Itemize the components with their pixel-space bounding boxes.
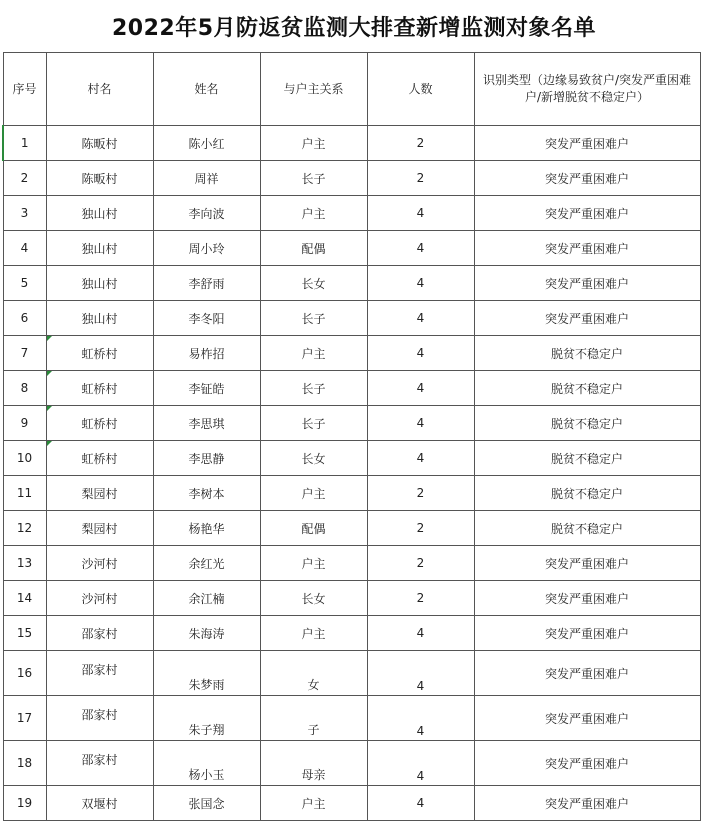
cell-name[interactable]: 李思琪 (153, 406, 260, 441)
table-row (3, 161, 700, 196)
cell-name[interactable]: 周小玲 (153, 231, 260, 266)
table-row (3, 336, 700, 371)
header-cell-no[interactable]: 序号 (3, 53, 46, 126)
cell-village[interactable]: 虹桥村 (46, 406, 153, 441)
cell-type[interactable]: 突发严重困难户 (474, 581, 700, 616)
cell-village[interactable]: 陈畈村 (46, 126, 153, 161)
cell-relation[interactable]: 户主 (260, 476, 367, 511)
cell-type[interactable]: 突发严重困难户 (474, 546, 700, 581)
table-row (3, 231, 700, 266)
cell-type[interactable]: 突发严重困难户 (474, 196, 700, 231)
cell-type[interactable]: 突发严重困难户 (474, 741, 700, 786)
cell-name[interactable]: 李向波 (153, 196, 260, 231)
table-row (3, 406, 700, 441)
cell-no[interactable]: 3 (3, 196, 46, 231)
cell-relation[interactable]: 长子 (260, 161, 367, 196)
cell-village[interactable]: 虹桥村 (46, 336, 153, 371)
cell-village[interactable]: 梨园村 (46, 511, 153, 546)
cell-relation[interactable]: 户主 (260, 336, 367, 371)
cell-relation[interactable]: 长女 (260, 266, 367, 301)
monitoring-table (2, 52, 701, 821)
cell-relation[interactable]: 长子 (260, 406, 367, 441)
cell-no[interactable]: 10 (3, 441, 46, 476)
header-cell-count[interactable]: 人数 (367, 53, 474, 126)
cell-count[interactable]: 2 (367, 546, 474, 581)
cell-count[interactable]: 4 (367, 196, 474, 231)
cell-village[interactable]: 独山村 (46, 196, 153, 231)
cell-no[interactable]: 8 (3, 371, 46, 406)
cell-type[interactable]: 突发严重困难户 (474, 651, 700, 696)
cell-village[interactable]: 虹桥村 (46, 371, 153, 406)
cell-name[interactable]: 朱子翔 (153, 696, 260, 741)
cell-village[interactable]: 独山村 (46, 301, 153, 336)
cell-name[interactable]: 张国念 (153, 786, 260, 821)
cell-name[interactable]: 易柞招 (153, 336, 260, 371)
cell-relation[interactable]: 配偶 (260, 511, 367, 546)
table-row (3, 581, 700, 616)
sheet-title: 2022年5月防返贫监测大排查新增监测对象名单 (111, 15, 597, 41)
cell-no[interactable]: 2 (3, 161, 46, 196)
cell-village[interactable]: 独山村 (46, 231, 153, 266)
cell-name[interactable]: 陈小红 (153, 126, 260, 161)
cell-relation[interactable]: 子 (260, 696, 367, 741)
cell-count[interactable]: 4 (367, 301, 474, 336)
cell-relation[interactable]: 户主 (260, 786, 367, 821)
table-row (3, 651, 700, 696)
cell-count[interactable]: 4 (367, 406, 474, 441)
header-cell-name[interactable]: 姓名 (153, 53, 260, 126)
header-cell-village[interactable]: 村名 (46, 53, 153, 126)
cell-type[interactable]: 突发严重困难户 (474, 161, 700, 196)
cell-relation[interactable]: 长女 (260, 441, 367, 476)
cell-type[interactable]: 突发严重困难户 (474, 231, 700, 266)
cell-name[interactable]: 余江楠 (153, 581, 260, 616)
table-row (3, 511, 700, 546)
table-row (3, 741, 700, 786)
cell-relation[interactable]: 长子 (260, 301, 367, 336)
cell-count[interactable]: 4 (367, 651, 474, 696)
table-row (3, 301, 700, 336)
cell-no[interactable]: 5 (3, 266, 46, 301)
cell-no[interactable]: 19 (3, 786, 46, 821)
cell-village[interactable]: 独山村 (46, 266, 153, 301)
cell-village[interactable]: 陈畈村 (46, 161, 153, 196)
cell-village[interactable]: 邵家村 (46, 696, 153, 741)
table-row (3, 546, 700, 581)
cell-village[interactable]: 邵家村 (46, 651, 153, 696)
cell-name[interactable]: 李钲皓 (153, 371, 260, 406)
cell-count[interactable]: 4 (367, 696, 474, 741)
cell-name[interactable]: 李冬阳 (153, 301, 260, 336)
cell-relation[interactable]: 户主 (260, 196, 367, 231)
cell-count[interactable]: 4 (367, 441, 474, 476)
header-cell-relation[interactable]: 与户主关系 (260, 53, 367, 126)
cell-no[interactable]: 7 (3, 336, 46, 371)
cell-village[interactable]: 双堰村 (46, 786, 153, 821)
cell-village[interactable]: 邵家村 (46, 616, 153, 651)
table-row (3, 126, 700, 161)
cell-relation[interactable]: 长子 (260, 371, 367, 406)
cell-type[interactable]: 突发严重困难户 (474, 616, 700, 651)
cell-count[interactable]: 2 (367, 581, 474, 616)
cell-type[interactable]: 脱贫不稳定户 (474, 441, 700, 476)
cell-village[interactable]: 虹桥村 (46, 441, 153, 476)
cell-relation[interactable]: 母亲 (260, 741, 367, 786)
cell-count[interactable]: 4 (367, 231, 474, 266)
cell-village[interactable]: 邵家村 (46, 741, 153, 786)
cell-relation[interactable]: 户主 (260, 616, 367, 651)
table-row (3, 476, 700, 511)
cell-count[interactable]: 2 (367, 126, 474, 161)
cell-count[interactable]: 4 (367, 336, 474, 371)
table-row (3, 371, 700, 406)
header-row (3, 53, 700, 126)
cell-relation[interactable]: 长女 (260, 581, 367, 616)
cell-count[interactable]: 2 (367, 476, 474, 511)
cell-name[interactable]: 杨小玉 (153, 741, 260, 786)
cell-name[interactable]: 周祥 (153, 161, 260, 196)
cell-name[interactable]: 李思静 (153, 441, 260, 476)
cell-type[interactable]: 突发严重困难户 (474, 301, 700, 336)
cell-type[interactable]: 突发严重困难户 (474, 126, 700, 161)
cell-relation[interactable]: 户主 (260, 126, 367, 161)
cell-count[interactable]: 4 (367, 616, 474, 651)
cell-no[interactable]: 17 (3, 696, 46, 741)
cell-relation[interactable]: 女 (260, 651, 367, 696)
cell-name[interactable]: 李树本 (153, 476, 260, 511)
cell-no[interactable]: 9 (3, 406, 46, 441)
cell-no[interactable]: 14 (3, 581, 46, 616)
cell-name[interactable]: 朱梦雨 (153, 651, 260, 696)
cell-name[interactable]: 杨艳华 (153, 511, 260, 546)
cell-no[interactable]: 15 (3, 616, 46, 651)
cell-type[interactable]: 脱贫不稳定户 (474, 336, 700, 371)
table-row (3, 786, 700, 821)
cell-relation[interactable]: 配偶 (260, 231, 367, 266)
cell-type[interactable]: 脱贫不稳定户 (474, 406, 700, 441)
cell-no[interactable]: 6 (3, 301, 46, 336)
cell-count[interactable]: 4 (367, 741, 474, 786)
cell-type[interactable]: 脱贫不稳定户 (474, 371, 700, 406)
cell-type[interactable]: 突发严重困难户 (474, 696, 700, 741)
cell-no[interactable]: 12 (3, 511, 46, 546)
cell-type[interactable]: 突发严重困难户 (474, 266, 700, 301)
cell-count[interactable]: 4 (367, 786, 474, 821)
cell-count[interactable]: 2 (367, 511, 474, 546)
cell-name[interactable]: 朱海涛 (153, 616, 260, 651)
cell-relation[interactable]: 户主 (260, 546, 367, 581)
cell-no[interactable]: 4 (3, 231, 46, 266)
table-row (3, 696, 700, 741)
cell-count[interactable]: 2 (367, 161, 474, 196)
cell-village[interactable]: 梨园村 (46, 476, 153, 511)
header-cell-type[interactable]: 识别类型（边缘易致贫户/突发严重困难户/新增脱贫不稳定户） (474, 53, 700, 126)
cell-name[interactable]: 李舒雨 (153, 266, 260, 301)
cell-type[interactable]: 突发严重困难户 (474, 786, 700, 821)
cell-no[interactable]: 16 (3, 651, 46, 696)
cell-no[interactable]: 1 (3, 126, 46, 161)
table-row (3, 441, 700, 476)
cell-type[interactable]: 脱贫不稳定户 (474, 476, 700, 511)
cell-type[interactable]: 脱贫不稳定户 (474, 511, 700, 546)
cell-no[interactable]: 11 (3, 476, 46, 511)
cell-village[interactable]: 沙河村 (46, 546, 153, 581)
cell-no[interactable]: 18 (3, 741, 46, 786)
cell-count[interactable]: 4 (367, 371, 474, 406)
table-row (3, 196, 700, 231)
cell-count[interactable]: 4 (367, 266, 474, 301)
table-row (3, 616, 700, 651)
table-row (3, 266, 700, 301)
cell-village[interactable]: 沙河村 (46, 581, 153, 616)
cell-no[interactable]: 13 (3, 546, 46, 581)
cell-name[interactable]: 余红光 (153, 546, 260, 581)
